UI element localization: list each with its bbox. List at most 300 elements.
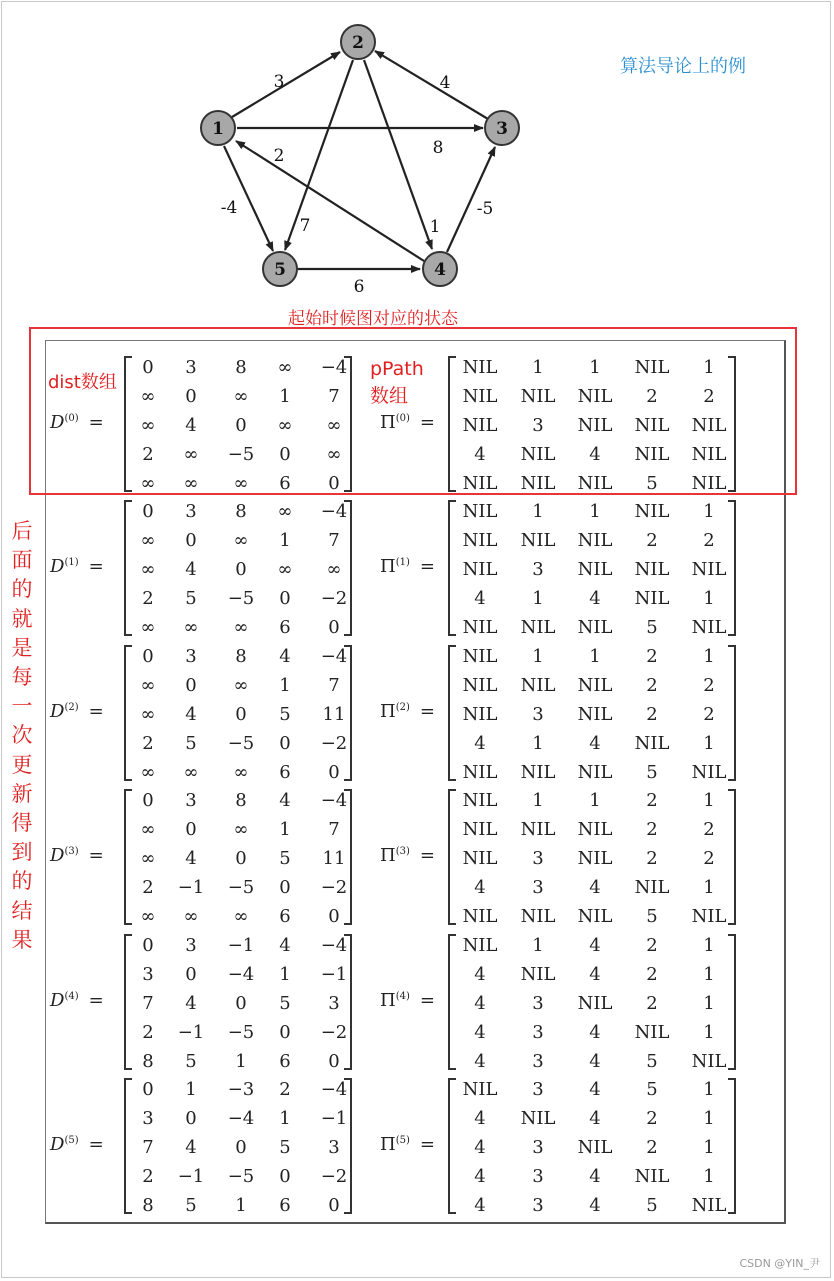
dist-cell: 3 <box>142 964 154 985</box>
initial-state-caption: 起始时候图对应的状态 <box>288 309 458 329</box>
dist-cell: 0 <box>185 819 197 840</box>
dist-matrix-label-superscript: (2) <box>64 702 79 713</box>
step-block-3 <box>0 787 834 932</box>
pred-cell: NIL <box>462 357 498 378</box>
dist-cell: 1 <box>185 1079 197 1100</box>
pred-cell: 3 <box>532 1166 544 1187</box>
dist-cell: ∞ <box>326 415 342 436</box>
pred-cell: NIL <box>691 559 727 580</box>
dist-cell: 0 <box>185 530 197 551</box>
pred-cell: 4 <box>474 877 486 898</box>
dist-cell: ∞ <box>233 473 249 494</box>
dist-cell: 0 <box>328 1195 340 1216</box>
dist-cell: 0 <box>142 1079 154 1100</box>
pred-matrix-label-superscript: (2) <box>395 702 410 713</box>
pred-cell: 4 <box>474 1051 486 1072</box>
ppath-label-line-2: 数组 <box>370 385 409 407</box>
dist-cell: −1 <box>177 877 205 898</box>
pred-cell: NIL <box>462 848 498 869</box>
pred-cell: 5 <box>646 1195 658 1216</box>
dist-matrix-label-symbol: D <box>50 556 65 577</box>
dist-cell: 1 <box>279 819 291 840</box>
pred-cell: 1 <box>703 1108 715 1129</box>
pred-cell: NIL <box>462 906 498 927</box>
graph-diagram <box>0 0 834 300</box>
dist-cell: 5 <box>279 1137 291 1158</box>
dist-cell: 1 <box>235 1051 247 1072</box>
pred-cell: 2 <box>646 964 658 985</box>
dist-cell: 7 <box>328 819 340 840</box>
dist-cell: 0 <box>279 444 291 465</box>
dist-cell: ∞ <box>183 617 199 638</box>
pred-cell: 2 <box>703 530 715 551</box>
pred-cell: 2 <box>646 819 658 840</box>
dist-matrix-label-superscript: (5) <box>64 1135 79 1146</box>
pred-cell: NIL <box>520 473 556 494</box>
pred-cell: 4 <box>474 1137 486 1158</box>
dist-cell: −4 <box>227 964 255 985</box>
dist-cell: ∞ <box>140 473 156 494</box>
dist-cell: 3 <box>185 790 197 811</box>
pred-cell: 5 <box>646 1051 658 1072</box>
pred-cell: 1 <box>703 877 715 898</box>
pred-cell: 4 <box>474 1195 486 1216</box>
pred-cell: 4 <box>474 733 486 754</box>
pred-cell: 3 <box>532 559 544 580</box>
dist-matrix-label-equals: = <box>88 412 104 433</box>
weight-1-2: 3 <box>273 72 285 92</box>
dist-cell: 8 <box>235 646 247 667</box>
side-note-char: 到 <box>11 840 33 865</box>
dist-cell: 1 <box>279 1108 291 1129</box>
dist-cell: −1 <box>320 964 348 985</box>
dist-cell: 1 <box>235 1195 247 1216</box>
edge-2-4 <box>364 60 432 249</box>
dist-cell: ∞ <box>183 906 199 927</box>
pred-cell: NIL <box>577 530 613 551</box>
dist-cell: 8 <box>235 357 247 378</box>
pred-cell: NIL <box>577 1137 613 1158</box>
weight-1-3: 8 <box>432 138 444 158</box>
pred-cell: NIL <box>462 415 498 436</box>
dist-cell: ∞ <box>233 819 249 840</box>
pred-cell: NIL <box>520 386 556 407</box>
dist-cell: 7 <box>328 386 340 407</box>
pred-cell: 4 <box>589 1195 601 1216</box>
pred-cell: NIL <box>691 444 727 465</box>
pred-cell: 1 <box>703 357 715 378</box>
dist-cell: 4 <box>185 559 197 580</box>
dist-cell: 2 <box>142 733 154 754</box>
pred-cell: NIL <box>577 617 613 638</box>
edge-1-2 <box>232 52 340 117</box>
dist-cell: 0 <box>142 790 154 811</box>
dist-cell: 5 <box>279 848 291 869</box>
pred-cell: 4 <box>589 877 601 898</box>
edge-2-5 <box>285 60 353 250</box>
dist-cell: −1 <box>177 1022 205 1043</box>
pred-cell: 2 <box>646 848 658 869</box>
dist-cell: −5 <box>227 877 255 898</box>
pred-cell: 1 <box>703 733 715 754</box>
side-note-char: 是 <box>11 635 33 660</box>
pred-cell: NIL <box>462 704 498 725</box>
dist-cell: 0 <box>235 415 247 436</box>
dist-cell: −1 <box>177 1166 205 1187</box>
dist-matrix-label-symbol: D <box>50 412 65 433</box>
pred-cell: NIL <box>462 646 498 667</box>
dist-matrix-label <box>50 1134 104 1155</box>
step-block-1 <box>0 498 834 643</box>
pred-matrix-label <box>380 412 435 433</box>
dist-cell: 7 <box>328 530 340 551</box>
step-block-2 <box>0 643 834 788</box>
dist-cell: ∞ <box>326 559 342 580</box>
dist-cell: 1 <box>279 964 291 985</box>
dist-cell: 6 <box>279 473 291 494</box>
pred-cell: NIL <box>462 386 498 407</box>
pred-cell: NIL <box>577 906 613 927</box>
dist-cell: 1 <box>279 675 291 696</box>
side-note-char: 得 <box>11 811 33 836</box>
watermark: CSDN @YIN_尹 <box>739 1257 820 1270</box>
pred-cell: 4 <box>474 993 486 1014</box>
pred-cell: 5 <box>646 1079 658 1100</box>
pred-cell: NIL <box>577 559 613 580</box>
pred-matrix-label-superscript: (0) <box>395 413 410 424</box>
dist-cell: ∞ <box>140 704 156 725</box>
dist-cell: 8 <box>235 501 247 522</box>
pred-cell: 1 <box>703 646 715 667</box>
pred-cell: 4 <box>589 1166 601 1187</box>
dist-cell: −2 <box>320 1166 348 1187</box>
pred-cell: NIL <box>462 559 498 580</box>
dist-cell: ∞ <box>140 617 156 638</box>
dist-cell: ∞ <box>140 762 156 783</box>
dist-cell: 5 <box>279 704 291 725</box>
dist-cell: 7 <box>142 993 154 1014</box>
edge-4-1 <box>236 141 424 261</box>
dist-matrix-label-equals: = <box>88 701 104 722</box>
pred-cell: NIL <box>691 415 727 436</box>
pred-cell: 1 <box>589 646 601 667</box>
pred-cell: 2 <box>703 819 715 840</box>
weight-2-5: 7 <box>299 216 311 236</box>
side-note-char: 面 <box>11 548 33 573</box>
pred-cell: NIL <box>634 877 670 898</box>
pred-cell: 3 <box>532 1051 544 1072</box>
dist-cell: ∞ <box>233 530 249 551</box>
pred-cell: 1 <box>532 357 544 378</box>
dist-matrix-label-superscript: (1) <box>64 557 79 568</box>
pred-matrix-label-equals: = <box>419 1134 435 1155</box>
dist-cell: ∞ <box>233 617 249 638</box>
weight-4-1: 2 <box>273 146 285 166</box>
weight-4-3: -5 <box>476 199 494 219</box>
pred-cell: 3 <box>532 1137 544 1158</box>
pred-matrix-label-equals: = <box>419 845 435 866</box>
dist-cell: ∞ <box>233 675 249 696</box>
dist-cell: 4 <box>185 415 197 436</box>
dist-cell: 4 <box>279 935 291 956</box>
dist-cell: 5 <box>185 1195 197 1216</box>
pred-cell: 2 <box>703 386 715 407</box>
pred-cell: 4 <box>474 964 486 985</box>
pred-matrix-label-equals: = <box>419 990 435 1011</box>
side-note-char: 次 <box>11 723 33 748</box>
pred-cell: NIL <box>577 819 613 840</box>
dist-cell: −2 <box>320 877 348 898</box>
dist-cell: 0 <box>279 1166 291 1187</box>
dist-cell: ∞ <box>233 906 249 927</box>
pred-cell: 4 <box>589 935 601 956</box>
pred-cell: NIL <box>577 415 613 436</box>
pred-cell: NIL <box>691 906 727 927</box>
dist-cell: 0 <box>279 588 291 609</box>
dist-cell: 0 <box>235 848 247 869</box>
dist-cell: ∞ <box>140 386 156 407</box>
dist-cell: 0 <box>142 646 154 667</box>
pred-matrix-label-superscript: (1) <box>395 557 410 568</box>
pred-cell: NIL <box>462 501 498 522</box>
dist-cell: 11 <box>322 848 346 869</box>
pred-cell: NIL <box>462 1079 498 1100</box>
dist-cell: 0 <box>328 473 340 494</box>
dist-cell: −5 <box>227 1022 255 1043</box>
pred-cell: 5 <box>646 617 658 638</box>
dist-cell: 3 <box>185 357 197 378</box>
pred-cell: 4 <box>474 1166 486 1187</box>
pred-cell: 5 <box>646 762 658 783</box>
dist-matrix-label-equals: = <box>88 990 104 1011</box>
pred-matrix-label-equals: = <box>419 701 435 722</box>
dist-cell: 0 <box>279 877 291 898</box>
dist-cell: ∞ <box>233 762 249 783</box>
dist-cell: 2 <box>142 1022 154 1043</box>
pred-cell: NIL <box>462 473 498 494</box>
side-note-char: 的 <box>11 577 33 602</box>
pred-cell: 4 <box>474 444 486 465</box>
side-note-char: 就 <box>11 606 33 631</box>
pred-cell: 1 <box>703 993 715 1014</box>
dist-cell: ∞ <box>140 819 156 840</box>
dist-matrix-label <box>50 845 104 866</box>
pred-cell: NIL <box>577 473 613 494</box>
pred-cell: 1 <box>703 501 715 522</box>
step-block-0 <box>0 354 834 499</box>
dist-cell: −4 <box>320 357 348 378</box>
dist-cell: ∞ <box>183 762 199 783</box>
dist-cell: ∞ <box>277 559 293 580</box>
pred-matrix-label <box>380 556 435 577</box>
pred-cell: 2 <box>703 704 715 725</box>
dist-cell: 3 <box>185 501 197 522</box>
pred-cell: 1 <box>589 357 601 378</box>
pred-cell: 2 <box>646 993 658 1014</box>
pred-cell: NIL <box>577 704 613 725</box>
pred-cell: 1 <box>589 790 601 811</box>
pred-cell: 2 <box>646 1137 658 1158</box>
pred-matrix-label-superscript: (3) <box>395 846 410 857</box>
dist-cell: −5 <box>227 1166 255 1187</box>
pred-cell: NIL <box>577 386 613 407</box>
dist-cell: 0 <box>185 675 197 696</box>
pred-cell: 1 <box>703 1166 715 1187</box>
pred-cell: 1 <box>532 935 544 956</box>
dist-cell: −4 <box>320 935 348 956</box>
pred-cell: NIL <box>520 444 556 465</box>
dist-cell: −2 <box>320 588 348 609</box>
pred-cell: NIL <box>634 588 670 609</box>
pred-matrix-label-superscript: (4) <box>395 991 410 1002</box>
dist-cell: 7 <box>142 1137 154 1158</box>
source-note: 算法导论上的例 <box>620 56 746 77</box>
pred-cell: 4 <box>589 588 601 609</box>
pred-cell: NIL <box>634 1166 670 1187</box>
dist-cell: −1 <box>320 1108 348 1129</box>
pred-cell: 1 <box>532 790 544 811</box>
dist-cell: 4 <box>279 790 291 811</box>
dist-cell: 0 <box>235 1137 247 1158</box>
dist-cell: 1 <box>279 530 291 551</box>
pred-cell: NIL <box>520 819 556 840</box>
pred-cell: NIL <box>520 530 556 551</box>
dist-cell: −4 <box>320 790 348 811</box>
dist-cell: 4 <box>185 848 197 869</box>
pred-cell: 1 <box>532 646 544 667</box>
pred-cell: NIL <box>520 617 556 638</box>
pred-cell: 1 <box>703 1137 715 1158</box>
dist-cell: ∞ <box>140 675 156 696</box>
pred-cell: NIL <box>634 1022 670 1043</box>
dist-cell: ∞ <box>277 501 293 522</box>
dist-cell: 3 <box>185 935 197 956</box>
pred-cell: 4 <box>589 1108 601 1129</box>
dist-cell: 6 <box>279 1051 291 1072</box>
pred-cell: 2 <box>646 386 658 407</box>
dist-cell: −4 <box>227 1108 255 1129</box>
dist-cell: 1 <box>279 386 291 407</box>
pred-cell: NIL <box>634 559 670 580</box>
pred-cell: NIL <box>462 935 498 956</box>
weight-3-2: 4 <box>439 73 451 93</box>
dist-cell: ∞ <box>140 415 156 436</box>
pred-cell: 1 <box>532 501 544 522</box>
pred-cell: 4 <box>589 1022 601 1043</box>
pred-cell: NIL <box>577 675 613 696</box>
dist-cell: 2 <box>279 1079 291 1100</box>
pred-cell: NIL <box>520 964 556 985</box>
side-note-char: 一 <box>11 694 33 719</box>
pred-cell: 2 <box>703 675 715 696</box>
dist-matrix-label-superscript: (4) <box>64 991 79 1002</box>
dist-cell: −5 <box>227 733 255 754</box>
pred-matrix-label <box>380 845 435 866</box>
step-block-4 <box>0 932 834 1077</box>
pred-matrix-label-symbol: Π <box>380 556 396 577</box>
pred-cell: 1 <box>532 588 544 609</box>
dist-cell: 5 <box>279 993 291 1014</box>
dist-cell: 8 <box>142 1195 154 1216</box>
dist-cell: ∞ <box>140 530 156 551</box>
pred-matrix-label-symbol: Π <box>380 845 396 866</box>
node-label-3: 3 <box>496 119 508 139</box>
dist-cell: 3 <box>185 646 197 667</box>
weight-1-5: -4 <box>220 198 238 218</box>
dist-cell: −5 <box>227 588 255 609</box>
pred-cell: 2 <box>646 675 658 696</box>
dist-cell: 7 <box>328 675 340 696</box>
dist-cell: 0 <box>235 993 247 1014</box>
dist-cell: −2 <box>320 1022 348 1043</box>
dist-matrix-label-equals: = <box>88 1134 104 1155</box>
dist-cell: 3 <box>328 1137 340 1158</box>
pred-cell: NIL <box>462 617 498 638</box>
node-label-4: 4 <box>434 260 446 280</box>
pred-cell: 2 <box>646 790 658 811</box>
step-block-5 <box>0 1076 834 1221</box>
pred-cell: NIL <box>462 530 498 551</box>
pred-cell: NIL <box>462 762 498 783</box>
dist-matrix-label-equals: = <box>88 556 104 577</box>
dist-array-label: dist数组 <box>48 372 117 393</box>
node-label-2: 2 <box>352 33 364 53</box>
pred-cell: 2 <box>646 530 658 551</box>
dist-cell: 0 <box>328 762 340 783</box>
dist-cell: ∞ <box>183 444 199 465</box>
dist-matrix-label-symbol: D <box>50 1134 65 1155</box>
pred-cell: NIL <box>634 501 670 522</box>
pred-cell: 5 <box>646 906 658 927</box>
pred-cell: NIL <box>691 473 727 494</box>
pred-cell: NIL <box>462 675 498 696</box>
dist-cell: 0 <box>279 733 291 754</box>
dist-cell: 2 <box>142 588 154 609</box>
pred-cell: 4 <box>474 1022 486 1043</box>
dist-cell: ∞ <box>233 386 249 407</box>
pred-cell: NIL <box>577 848 613 869</box>
dist-cell: 0 <box>185 1108 197 1129</box>
weight-5-4: 6 <box>353 277 365 297</box>
dist-matrix-label <box>50 990 104 1011</box>
pred-cell: 3 <box>532 993 544 1014</box>
dist-matrix-label-symbol: D <box>50 845 65 866</box>
pred-cell: NIL <box>577 993 613 1014</box>
dist-cell: 2 <box>142 877 154 898</box>
pred-cell: 3 <box>532 1022 544 1043</box>
dist-cell: 8 <box>142 1051 154 1072</box>
side-note-char: 的 <box>11 869 33 894</box>
edge-3-2 <box>375 51 488 119</box>
dist-cell: −4 <box>320 1079 348 1100</box>
dist-cell: 4 <box>279 646 291 667</box>
dist-cell: −1 <box>227 935 255 956</box>
pred-cell: NIL <box>520 1108 556 1129</box>
pred-cell: 3 <box>532 1079 544 1100</box>
dist-cell: 0 <box>328 1051 340 1072</box>
dist-matrix-label <box>50 556 104 577</box>
dist-cell: 2 <box>142 444 154 465</box>
pred-cell: NIL <box>691 1195 727 1216</box>
pred-cell: 1 <box>532 733 544 754</box>
node-label-5: 5 <box>274 260 286 280</box>
pred-cell: NIL <box>691 1051 727 1072</box>
pred-cell: 2 <box>646 935 658 956</box>
dist-cell: 6 <box>279 762 291 783</box>
dist-cell: 5 <box>185 1051 197 1072</box>
dist-cell: −3 <box>227 1079 255 1100</box>
dist-cell: 6 <box>279 1195 291 1216</box>
